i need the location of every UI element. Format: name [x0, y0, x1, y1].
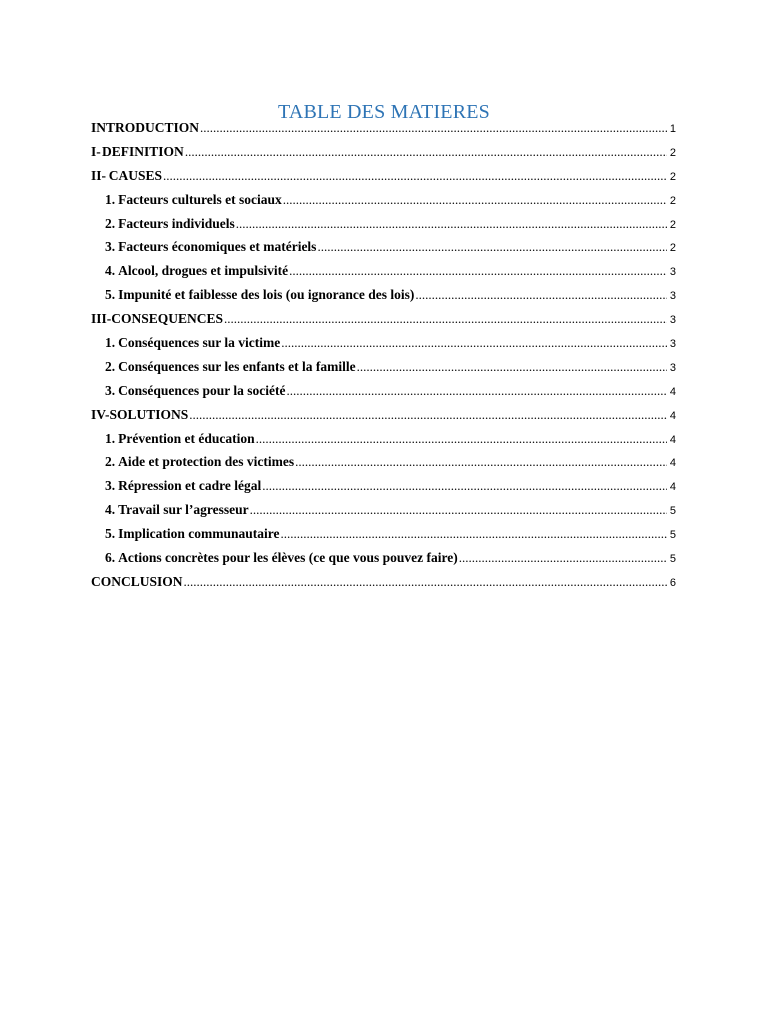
- toc-entry-sub[interactable]: [91, 239, 676, 263]
- toc-entry-number: 1.: [105, 430, 116, 446]
- toc-entry-number: III-: [91, 311, 112, 327]
- dot-leader: [224, 311, 667, 327]
- toc-entry-sub[interactable]: [91, 502, 676, 526]
- toc-entry-label: Facteurs culturels et sociaux: [118, 191, 282, 207]
- toc-page-number: 3: [669, 314, 676, 327]
- dot-leader: [295, 454, 667, 470]
- toc-page-number: 2: [669, 218, 676, 231]
- toc-entry-number: 3.: [105, 382, 116, 398]
- toc-entry-sub[interactable]: [91, 454, 676, 478]
- dot-leader: [459, 550, 667, 566]
- dot-leader: [317, 239, 667, 255]
- dot-leader: [262, 478, 667, 494]
- toc-list: [91, 120, 676, 598]
- toc-entry-sub[interactable]: [91, 383, 676, 407]
- toc-entry-sub[interactable]: [91, 550, 676, 574]
- toc-page-number: 4: [669, 409, 676, 422]
- toc-entry-label: Aide et protection des victimes: [118, 454, 295, 470]
- toc-entry-number: IV-: [91, 406, 110, 422]
- toc-entry-number: 4.: [105, 502, 116, 518]
- toc-entry-label: Répression et cadre légal: [118, 478, 262, 494]
- toc-entry-number: 4.: [105, 263, 116, 279]
- toc-entry-label: Implication communautaire: [118, 526, 280, 542]
- dot-leader: [281, 335, 667, 351]
- toc-entry-label: Conséquences sur la victime: [118, 335, 281, 351]
- toc-entry-number: 1.: [105, 335, 116, 351]
- toc-page-number: 4: [669, 433, 676, 446]
- toc-entry-number: 2.: [105, 454, 116, 470]
- toc-entry-label: CAUSES: [108, 167, 163, 183]
- dot-leader: [281, 526, 668, 542]
- toc-entry-sub[interactable]: [91, 335, 676, 359]
- toc-entry-number: II-: [91, 167, 107, 183]
- toc-page-number: 2: [669, 146, 676, 159]
- toc-title: TABLE DES MATIERES: [278, 101, 490, 123]
- toc-entry-label: Actions concrètes pour les élèves (ce que vous pouvez faire): [118, 550, 458, 566]
- toc-entry-label: CONCLUSION: [91, 573, 183, 589]
- toc-page-number: 4: [669, 481, 676, 494]
- toc-page-number: 5: [669, 529, 676, 542]
- toc-entry-label: Prévention et éducation: [118, 430, 255, 446]
- toc-entry-sub[interactable]: [91, 431, 676, 455]
- toc-entry-consequences[interactable]: [91, 311, 676, 335]
- toc-entry-label: Conséquences pour la société: [118, 382, 286, 398]
- toc-entry-sub[interactable]: [91, 216, 676, 240]
- toc-entry-label: Conséquences sur les enfants et la famille: [118, 358, 356, 374]
- toc-entry-number: I-: [91, 143, 101, 159]
- toc-entry-solutions[interactable]: [91, 407, 676, 431]
- toc-entry-conclusion[interactable]: [91, 574, 676, 598]
- toc-page-number: 5: [669, 553, 676, 566]
- toc-entry-causes[interactable]: [91, 168, 676, 192]
- toc-entry-label: Alcool, drogues et impulsivité: [118, 263, 289, 279]
- dot-leader: [200, 120, 667, 136]
- toc-page-number: 3: [669, 361, 676, 374]
- toc-entry-sub[interactable]: [91, 287, 676, 311]
- toc-entry-sub[interactable]: [91, 359, 676, 383]
- toc-entry-label: Facteurs économiques et matériels: [118, 239, 317, 255]
- toc-entry-label: Travail sur l’agresseur: [118, 502, 249, 518]
- toc-page-number: 2: [669, 242, 676, 255]
- toc-entry-number: 5.: [105, 287, 116, 303]
- toc-entry-number: 6.: [105, 550, 116, 566]
- toc-entry-number: 3.: [105, 239, 116, 255]
- toc-entry-label: Impunité et faiblesse des lois (ou ignorance des lois): [118, 287, 415, 303]
- toc-page-number: 2: [669, 194, 676, 207]
- dot-leader: [415, 287, 667, 303]
- toc-page-number: 2: [669, 170, 676, 183]
- toc-entry-number: 2.: [105, 358, 116, 374]
- toc-entry-label: DEFINITION: [102, 143, 184, 159]
- toc-entry-label: Facteurs individuels: [118, 215, 235, 231]
- dot-leader: [289, 263, 667, 279]
- dot-leader: [236, 216, 667, 232]
- toc-entry-label: SOLUTIONS: [109, 406, 189, 422]
- dot-leader: [357, 359, 667, 375]
- toc-entry-sub[interactable]: [91, 478, 676, 502]
- toc-entry-number: 5.: [105, 526, 116, 542]
- toc-page-number: 4: [669, 385, 676, 398]
- toc-entry-definition[interactable]: [91, 144, 676, 168]
- dot-leader: [184, 574, 667, 590]
- dot-leader: [250, 502, 667, 518]
- toc-entry-label: CONSEQUENCES: [111, 311, 224, 327]
- dot-leader: [256, 431, 667, 447]
- toc-page-number: 1: [669, 123, 676, 135]
- toc-page-number: 3: [669, 338, 676, 351]
- dot-leader: [185, 144, 667, 160]
- dot-leader: [163, 168, 667, 184]
- toc-entry-introduction[interactable]: [91, 120, 676, 144]
- toc-page-number: 3: [669, 290, 676, 303]
- dot-leader: [283, 192, 667, 208]
- toc-entry-number: 2.: [105, 215, 116, 231]
- toc-entry-sub[interactable]: [91, 192, 676, 216]
- toc-entry-number: 1.: [105, 191, 116, 207]
- toc-entry-sub[interactable]: [91, 263, 676, 287]
- toc-entry-number: 3.: [105, 478, 116, 494]
- toc-entry-label: INTRODUCTION: [91, 120, 200, 135]
- toc-page-number: 3: [669, 266, 676, 279]
- dot-leader: [189, 407, 667, 423]
- toc-page-number: 6: [669, 576, 676, 589]
- toc-entry-sub[interactable]: [91, 526, 676, 550]
- toc-page-number: 5: [669, 505, 676, 518]
- dot-leader: [287, 383, 668, 399]
- toc-page-number: 4: [669, 457, 676, 470]
